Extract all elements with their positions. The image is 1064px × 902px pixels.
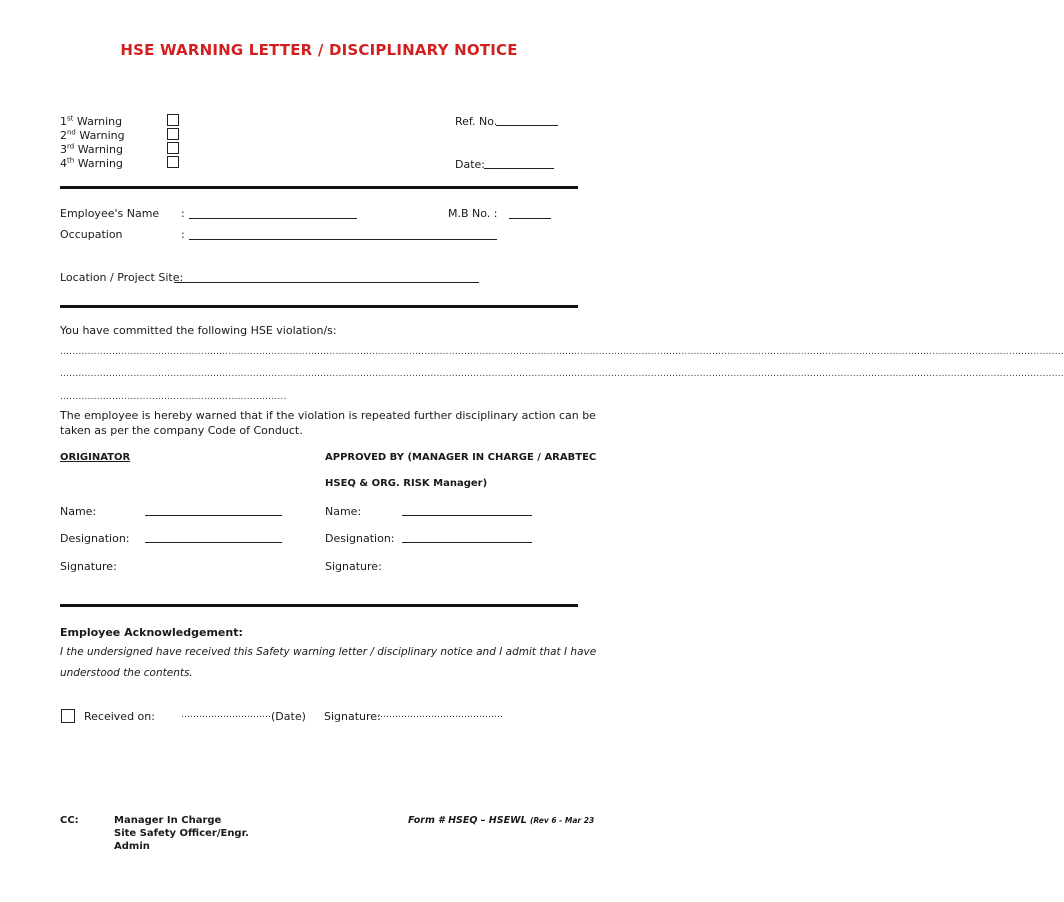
approved-heading-line-2: HSEQ & ORG. RISK Manager) (325, 478, 488, 489)
date-label: Date: (455, 158, 485, 171)
ack-text-line-2: understood the contents. (60, 667, 193, 679)
employee-name-label: Employee's Name (60, 207, 160, 220)
warning-2-checkbox[interactable] (167, 128, 179, 140)
warning-1-label: 1st Warning (60, 114, 123, 128)
ack-signature-field[interactable]: …………………………………… (377, 710, 503, 720)
occupation-colon: : (181, 228, 185, 241)
employee-name-colon: : (181, 207, 185, 220)
violation-intro: You have committed the following HSE violation/s: (60, 324, 337, 337)
divider (60, 305, 578, 308)
ref-no-label: Ref. No. (455, 115, 498, 128)
originator-designation-label: Designation: (60, 532, 130, 545)
location-field[interactable] (174, 282, 479, 283)
date-paren-label: (Date) (271, 710, 306, 723)
warning-2-label: 2nd Warning (60, 128, 125, 142)
violation-line-3[interactable]: .......................................................................... (60, 392, 287, 402)
warning-3-label: 3rd Warning (60, 142, 123, 156)
page-title: HSE WARNING LETTER / DISCIPLINARY NOTICE (120, 41, 518, 59)
ack-signature-label: Signature: (324, 710, 381, 723)
originator-name-field[interactable] (145, 515, 282, 516)
warning-1-checkbox[interactable] (167, 114, 179, 126)
approver-designation-label: Designation: (325, 532, 395, 545)
ack-text-line-1: I the undersigned have received this Safety warning letter / disciplinary notice and I admit that I have (60, 646, 597, 658)
originator-name-label: Name: (60, 505, 97, 518)
warning-text-line-1: The employee is hereby warned that if the violation is repeated further disciplinary action can be (60, 409, 596, 422)
approver-signature-label: Signature: (325, 560, 382, 573)
approver-designation-field[interactable] (402, 542, 532, 543)
occupation-label: Occupation (60, 228, 123, 241)
divider (60, 604, 578, 607)
ack-heading: Employee Acknowledgement: (60, 626, 243, 639)
approved-heading-line-1: APPROVED BY (MANAGER IN CHARGE / ARABTEC (325, 452, 597, 463)
cc-item-3: Admin (114, 841, 150, 852)
originator-designation-field[interactable] (145, 542, 282, 543)
originator-heading: ORIGINATOR (60, 452, 131, 463)
ref-no-field[interactable] (496, 125, 558, 126)
occupation-field[interactable] (189, 239, 497, 240)
received-label: Received on: (84, 710, 155, 723)
employee-name-field[interactable] (189, 218, 357, 219)
mb-no-label: M.B No. : (448, 207, 498, 220)
approver-name-label: Name: (325, 505, 362, 518)
location-label: Location / Project Site: (60, 271, 184, 284)
violation-line-2[interactable]: ........................................................................................................................................................................................................................................................................................................................................ (60, 369, 1064, 379)
cc-item-2: Site Safety Officer/Engr. (114, 828, 249, 839)
approver-name-field[interactable] (402, 515, 532, 516)
cc-item-1: Manager In Charge (114, 815, 222, 826)
form-number: Form # HSEQ – HSEWL (Rev 6 - Mar 23 (408, 815, 595, 826)
originator-signature-label: Signature: (60, 560, 117, 573)
warning-3-checkbox[interactable] (167, 142, 179, 154)
violation-line-1[interactable]: ........................................................................................................................................................................................................................................................................................................................................ (60, 347, 1064, 357)
cc-label: CC: (60, 815, 79, 826)
mb-no-field[interactable] (509, 218, 551, 219)
received-date-field[interactable]: ………………………… (181, 710, 271, 720)
divider (60, 186, 578, 189)
received-checkbox[interactable] (61, 709, 75, 723)
warning-text-line-2: taken as per the company Code of Conduct. (60, 424, 303, 437)
warning-4-checkbox[interactable] (167, 156, 179, 168)
date-field[interactable] (484, 168, 554, 169)
warning-4-label: 4th Warning (60, 156, 123, 170)
